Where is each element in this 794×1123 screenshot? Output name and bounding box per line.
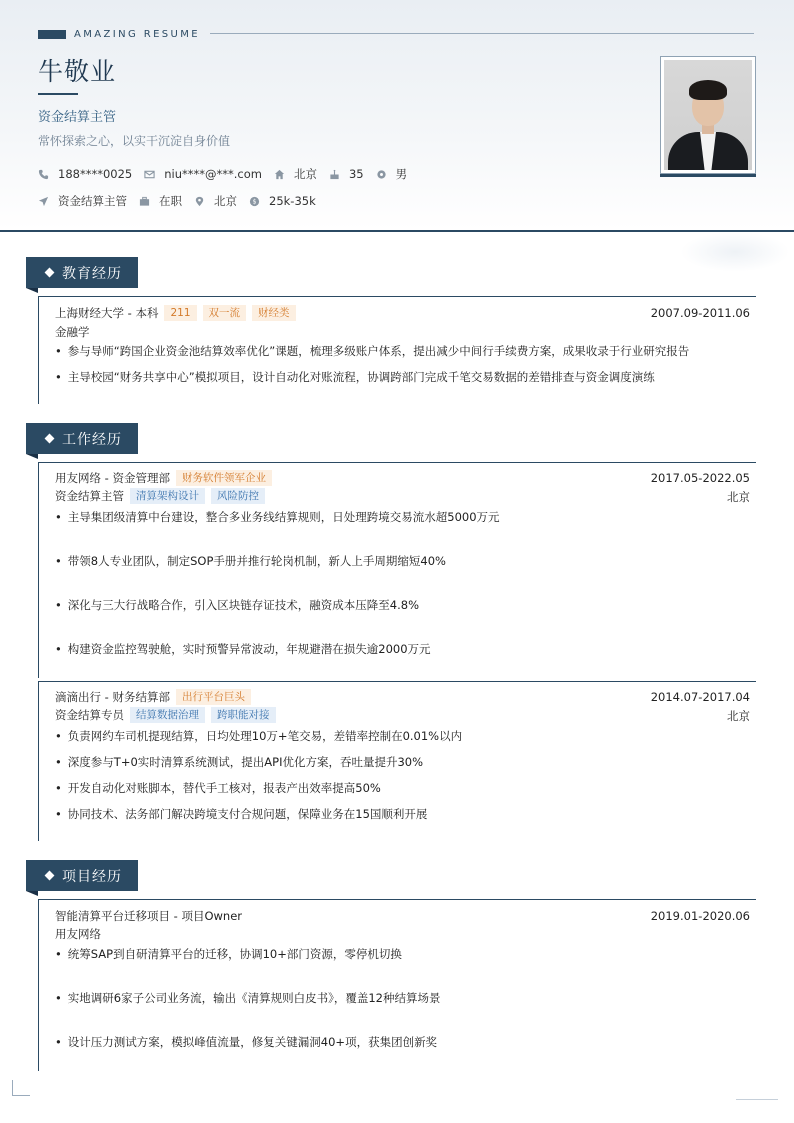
project-section: [26, 860, 756, 1049]
role-line: [55, 488, 265, 504]
mail-icon: [144, 169, 155, 180]
svg-text:$: $: [252, 197, 257, 206]
company-name: 滴滴出行 - 财务结算部: [55, 690, 170, 704]
work-city: 北京: [727, 490, 750, 504]
salary-text: 25k-35k: [269, 194, 316, 208]
portrait-image: [664, 60, 752, 170]
email-item: [144, 167, 262, 181]
company-name: 用友网络 - 资金管理部: [55, 471, 170, 485]
company-tag: 财务软件领军企业: [176, 470, 272, 486]
project-org: 用友网络: [55, 927, 101, 941]
school-line: [55, 305, 296, 321]
work-bullet: • 开发自动化对账脚本，替代手工核对，报表产出效率提高50%: [55, 780, 381, 796]
home-icon: [274, 169, 285, 180]
role-name: 资金结算专员: [55, 708, 124, 722]
work-bullet: • 带领8人专业团队，制定SOP手册并推行轮岗机制，新人上手周期缩短40%: [55, 553, 446, 569]
contact-row: [38, 166, 419, 182]
role-tag: 清算架构设计: [130, 488, 205, 504]
role-tag: 风险防控: [211, 488, 265, 504]
school-tag: 211: [164, 305, 196, 321]
salary-icon: [249, 196, 260, 207]
project-bullet: • 设计压力测试方案，模拟峰值流量，修复关键漏洞40+项，获集团创新奖: [55, 1034, 437, 1050]
cake-icon: [329, 169, 340, 180]
motto: 常怀探索之心，以实干沉淀自身价值: [38, 134, 231, 148]
target-city-text: 北京: [214, 194, 237, 208]
profile-photo: [660, 56, 756, 174]
corner-mark: [12, 1080, 30, 1096]
work-section-title: [26, 423, 138, 454]
target-job-item: [38, 193, 127, 209]
brand-text: AMAZING RESUME: [74, 29, 200, 40]
resume-header: [0, 0, 794, 232]
photo-underline: [660, 174, 756, 177]
employment-status-item: [139, 193, 182, 209]
phone-item: [38, 167, 132, 181]
project-bullet: • 实地调研6家子公司业务流，输出《清算规则白皮书》，覆盖12种结算场景: [55, 990, 441, 1006]
project-section-title: [26, 860, 138, 891]
salary-item: [249, 194, 316, 208]
phone-icon: [38, 169, 49, 180]
target-city-item: [194, 193, 237, 209]
project-name: 智能清算平台迁移项目 - 项目Owner: [55, 909, 243, 923]
status-row: [38, 193, 328, 209]
project-title-text: 项目经历: [62, 868, 122, 885]
gender-text: 男: [395, 167, 408, 181]
school-tag: 财经类: [252, 305, 296, 321]
work-entry: [38, 681, 756, 841]
work-bullet: • 主导集团级清算中台建设，整合多业务线结算规则，日处理跨境交易流水超5000万元: [55, 509, 500, 525]
brand-line: [38, 29, 200, 40]
project-date: 2019.01-2020.06: [650, 909, 750, 923]
hometown-text: 北京: [293, 167, 317, 181]
major: 金融学: [55, 325, 90, 339]
location-pin-icon: [194, 196, 205, 207]
briefcase-icon: [139, 196, 150, 207]
role-tag: 结算数据治理: [130, 707, 205, 723]
age-text: 35: [348, 167, 364, 181]
education-section: [26, 257, 756, 384]
gender-item: [376, 166, 408, 182]
work-entry: [38, 462, 756, 678]
phone-text: 188****0025: [58, 167, 133, 181]
brand-bar: [38, 30, 66, 39]
work-bullet: • 深化与三大行战略合作，引入区块链存证技术，融资成本压降至4.8%: [55, 597, 419, 613]
job-title: 资金结算主管: [38, 110, 117, 125]
company-line: [55, 470, 272, 486]
work-date: 2014.07-2017.04: [650, 690, 750, 704]
work-bullet: • 深度参与T+0实时清算系统测试，提出API优化方案，吞吐量提升30%: [55, 754, 423, 770]
project-bullet: • 统筹SAP到自研清算平台的迁移，协调10+部门资源，零停机切换: [55, 946, 402, 962]
school-name: 上海财经大学 - 本科: [55, 306, 159, 320]
work-bullet: • 构建资金监控驾驶舱，实时预警异常波动，年规避潜在损失逾2000万元: [55, 641, 431, 657]
name-underline: [38, 93, 78, 95]
work-city: 北京: [727, 709, 750, 723]
work-title-text: 工作经历: [62, 431, 122, 448]
education-bullet: • 参与导师“跨国企业资金池结算效率优化”课题，梳理多级账户体系，提出减少中间行手续费方案，成果收录于行业研究报告: [55, 343, 689, 359]
candidate-name: 牛敬业: [38, 57, 117, 86]
education-entry: [38, 296, 756, 404]
work-bullet: • 负责网约车司机提现结算，日均处理10万+笔交易，差错率控制在0.01%以内: [55, 728, 462, 744]
education-bullet: • 主导校园“财务共享中心”模拟项目，设计自动化对账流程，协调跨部门完成千笔交易数据的差错排查与资金调度演练: [55, 369, 655, 385]
work-date: 2017.05-2022.05: [650, 471, 750, 485]
education-title-text: 教育经历: [62, 265, 122, 282]
employment-status-text: 在职: [159, 194, 182, 208]
role-line: [55, 707, 276, 723]
school-tag: 双一流: [203, 305, 247, 321]
diamond-icon: [45, 434, 55, 444]
work-bullet: • 协同技术、法务部门解决跨境支付合规问题，保障业务在15国顺利开展: [55, 806, 427, 822]
email-text: niu****@***.com: [164, 167, 262, 181]
hometown-item: [274, 166, 317, 182]
corner-rule: [736, 1099, 778, 1100]
diamond-icon: [45, 871, 55, 881]
brand-rule: [210, 33, 754, 34]
age-item: [329, 167, 364, 181]
work-section: [26, 423, 756, 821]
project-entry: [38, 899, 756, 1071]
role-name: 资金结算主管: [55, 489, 124, 503]
company-tag: 出行平台巨头: [176, 689, 251, 705]
role-tag: 跨职能对接: [211, 707, 276, 723]
company-line: [55, 689, 251, 705]
send-icon: [38, 196, 49, 207]
education-section-title: [26, 257, 138, 288]
target-job-text: 资金结算主管: [58, 194, 127, 208]
diamond-icon: [45, 268, 55, 278]
gender-icon: [376, 169, 387, 180]
education-date: 2007.09-2011.06: [650, 306, 750, 320]
